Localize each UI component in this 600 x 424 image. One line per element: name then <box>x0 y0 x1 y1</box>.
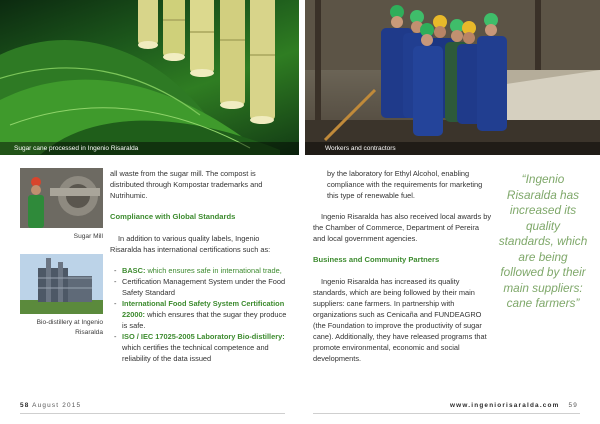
footer-divider-left <box>20 413 285 414</box>
fssc-text: which ensures that the sugar they produce is safe. <box>122 310 287 330</box>
pull-quote: “Ingenio Risaralda has increased its quality standards, which are being followed by their main suppliers: cane farmers” <box>498 172 588 310</box>
sugar-mill-thumbnail <box>20 168 103 228</box>
workers-illustration <box>305 0 600 155</box>
text-column-1 <box>110 168 288 364</box>
fssc-label: International Food Safety System Certification 22000: <box>122 299 285 319</box>
bio-distillery-thumbnail <box>20 254 103 314</box>
col2-paragraph-3: Ingenio Risaralda has increased its quality standards, which are being followed by their main suppliers: cane farmers. In partnership with organizations such as Cenicaña and FUNDEAGRO (the Foundation to improve the productivity of sugar cane). Additionally, they have released programs that promote environmental, economic and social developments. <box>313 277 487 363</box>
footer-right <box>450 402 578 409</box>
sugar-cane-photo <box>0 0 299 155</box>
list-item: - Certification Management System under the Food Safety Standard <box>114 277 286 297</box>
workers-photo <box>305 0 600 155</box>
col1-paragraph-2: In addition to various quality labels, Ingenio Risaralda has international certifications such as: <box>110 234 271 254</box>
col2-paragraph-2: Ingenio Risaralda has also received local awards by the Chamber of Commerce, Department of Pereira and local government agencies. <box>313 212 492 243</box>
sugar-mill-caption: Sugar Mill <box>73 233 103 240</box>
list-item: - International Food Safety System Certification 22000: which ensures that the sugar they produce is safe. <box>114 299 287 330</box>
list-item: - BASC: which ensures safe in international trade, <box>114 266 282 275</box>
bio-distillery-caption-line1: Bio-distillery at Ingenio <box>36 319 103 326</box>
col1-paragraph-1: all waste from the sugar mill. The compost is distributed through Kompostar trademarks and Nutrihumic. <box>110 169 263 200</box>
issue-date: August 2015 <box>32 402 82 409</box>
basc-text: which ensures safe in international trade, <box>145 266 282 275</box>
business-heading: Business and Community Partners <box>313 255 440 264</box>
photo-caption-left: Sugar cane processed in Ingenio Risaralda <box>0 142 299 155</box>
basc-label: BASC: <box>122 266 146 275</box>
list-item: - ISO / IEC 17025-2005 Laboratory Bio-distillery: which certifies the technical competence and reliability of the data issued <box>114 332 285 363</box>
sugar-cane-illustration <box>0 0 299 155</box>
certification-list <box>110 265 288 364</box>
food-safety-text: Certification Management System under the Food Safety Standard <box>122 277 286 297</box>
bio-distillery-caption <box>20 318 103 338</box>
page-number-left: 58 <box>20 402 30 409</box>
compliance-heading: Compliance with Global Standards <box>110 212 236 221</box>
sidebar <box>20 168 103 338</box>
page-number-right: 59 <box>568 402 578 409</box>
text-column-2 <box>313 168 493 374</box>
col2-paragraph-1: by the laboratory for Ethyl Alcohol, enabling compliance with the requirements for marketing this type of renewable fuel. <box>327 169 483 200</box>
bio-distillery-caption-line2: Risaralda <box>75 329 103 336</box>
bio-distillery-image <box>20 254 103 314</box>
photo-caption-right: Workers and contractors <box>305 142 600 155</box>
iso-text: which certifies the technical competence and reliability of the data issued <box>122 343 269 363</box>
footer-divider-right <box>313 413 580 414</box>
footer-left <box>20 402 81 409</box>
iso-label: ISO / IEC 17025-2005 Laboratory Bio-distillery: <box>122 332 285 341</box>
website-url[interactable]: www.ingeniorisaralda.com <box>450 402 560 409</box>
sugar-mill-image <box>20 168 103 228</box>
